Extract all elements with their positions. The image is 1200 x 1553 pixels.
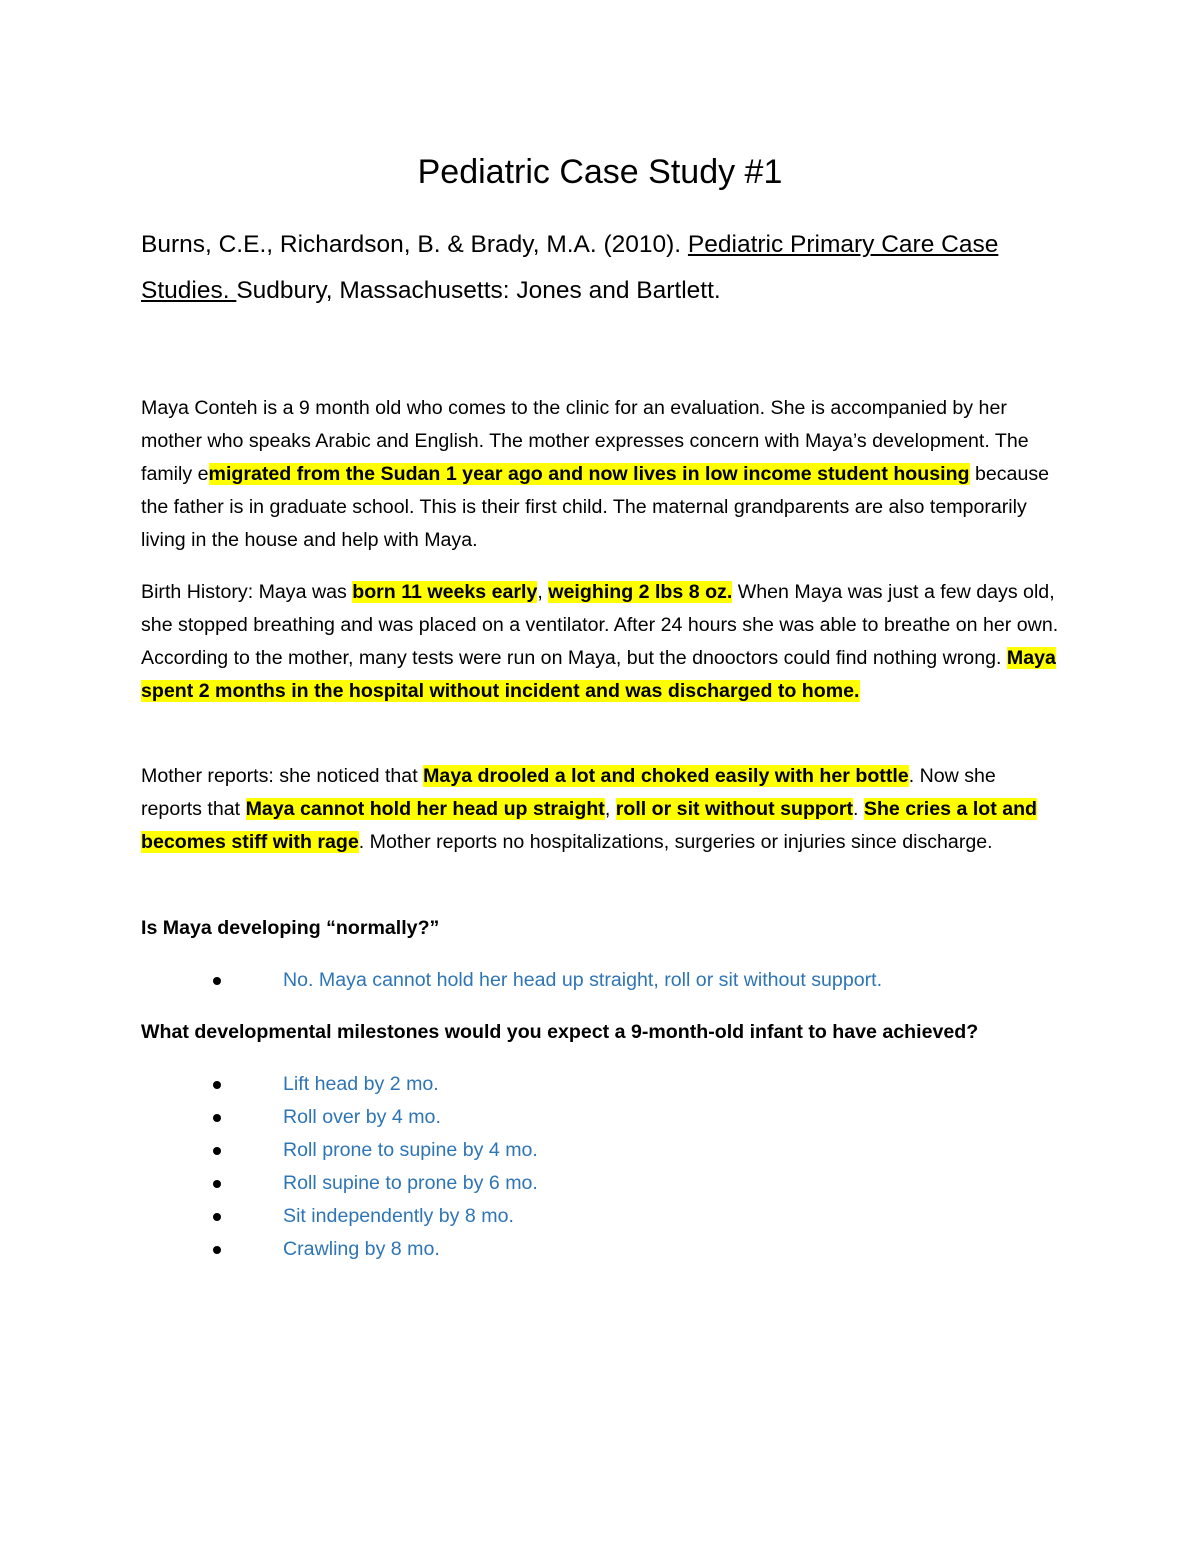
mother-reports-highlight: Maya cannot hold her head up straight (245, 798, 605, 820)
list-item (141, 1200, 1041, 1233)
birth-history-highlight: weighing 2 lbs 8 oz. (548, 581, 733, 603)
mother-reports-segment: Mother reports: she noticed that (141, 765, 424, 787)
list-item (141, 1134, 1041, 1167)
list-item (141, 1233, 1041, 1266)
citation (141, 222, 1071, 314)
milestone-list (141, 1068, 1041, 1266)
bullet-icon (213, 977, 221, 985)
mother-reports-highlight: She cries a lot and becomes stiff with rage (141, 798, 1038, 853)
birth-history-segment: When Maya was just a few days old, she stopped breathing and was placed on a ventilator. After 24 hours she was able to breathe on her own. According to the mother, many tests were run on Maya, but the dnooctors could find nothing wrong. (141, 581, 1059, 669)
bullet-icon (213, 1213, 221, 1221)
answer-list (141, 964, 1041, 997)
mother-reports-highlight: Maya drooled a lot and choked easily with her bottle (423, 765, 909, 787)
list-item-text: Lift head by 2 mo. (283, 1073, 439, 1095)
list-item-text: Roll supine to prone by 6 mo. (283, 1172, 538, 1194)
list-item (141, 1068, 1041, 1101)
mother-reports-segment: . Mother reports no hospitalizations, surgeries or injuries since discharge. (358, 831, 993, 853)
mother-reports-segment: , (604, 798, 616, 820)
bullet-icon (213, 1147, 221, 1155)
bullet-icon (213, 1081, 221, 1089)
birth-history-segment: , (537, 581, 549, 603)
birth-history-paragraph (141, 576, 1061, 708)
list-item-text: Crawling by 8 mo. (283, 1238, 440, 1260)
list-item-text: Sit independently by 8 mo. (283, 1205, 514, 1227)
list-item (141, 964, 1041, 997)
citation-authors: Burns, C.E., Richardson, B. & Brady, M.A. (2010). (141, 231, 688, 258)
list-item (141, 1101, 1041, 1134)
question-heading: Is Maya developing “normally?” (141, 917, 440, 939)
list-item-text: No. Maya cannot hold her head up straight, roll or sit without support. (283, 969, 883, 991)
birth-history-segment: Birth History: Maya was (141, 581, 353, 603)
birth-history-highlight: Maya spent 2 months in the hospital without incident and was discharged to home. (141, 647, 1056, 702)
citation-publisher: Sudbury, Massachusetts: Jones and Bartlett. (236, 277, 721, 304)
bullet-icon (213, 1114, 221, 1122)
bullet-icon (213, 1180, 221, 1188)
page-title: Pediatric Case Study #1 (417, 153, 783, 191)
citation-book-title: Pediatric Primary Care Case Studies. (141, 231, 999, 304)
intro-segment: because the father is in graduate school. This is their first child. The maternal grandparents are also temporarily living in the house and help with Maya. (141, 463, 1050, 551)
question-heading: What developmental milestones would you expect a 9-month-old infant to have achieved? (141, 1021, 979, 1043)
list-item-text: Roll prone to supine by 4 mo. (283, 1139, 538, 1161)
list-item (141, 1167, 1041, 1200)
intro-segment: Maya Conteh is a 9 month old who comes to the clinic for an evaluation. She is accompanied by her mother who speaks Arabic and English. The mother expresses concern with Maya’s development. The family e (141, 397, 1029, 485)
mother-reports-paragraph (141, 760, 1061, 859)
bullet-icon (213, 1246, 221, 1254)
mother-reports-segment: . Now she reports that (141, 765, 996, 820)
birth-history-highlight: born 11 weeks early (352, 581, 538, 603)
intro-paragraph (141, 392, 1061, 557)
mother-reports-highlight: roll or sit without support (615, 798, 853, 820)
list-item-text: Roll over by 4 mo. (283, 1106, 441, 1128)
intro-highlight: migrated from the Sudan 1 year ago and now lives in low income student housing (208, 463, 970, 485)
mother-reports-segment: . (853, 798, 864, 820)
